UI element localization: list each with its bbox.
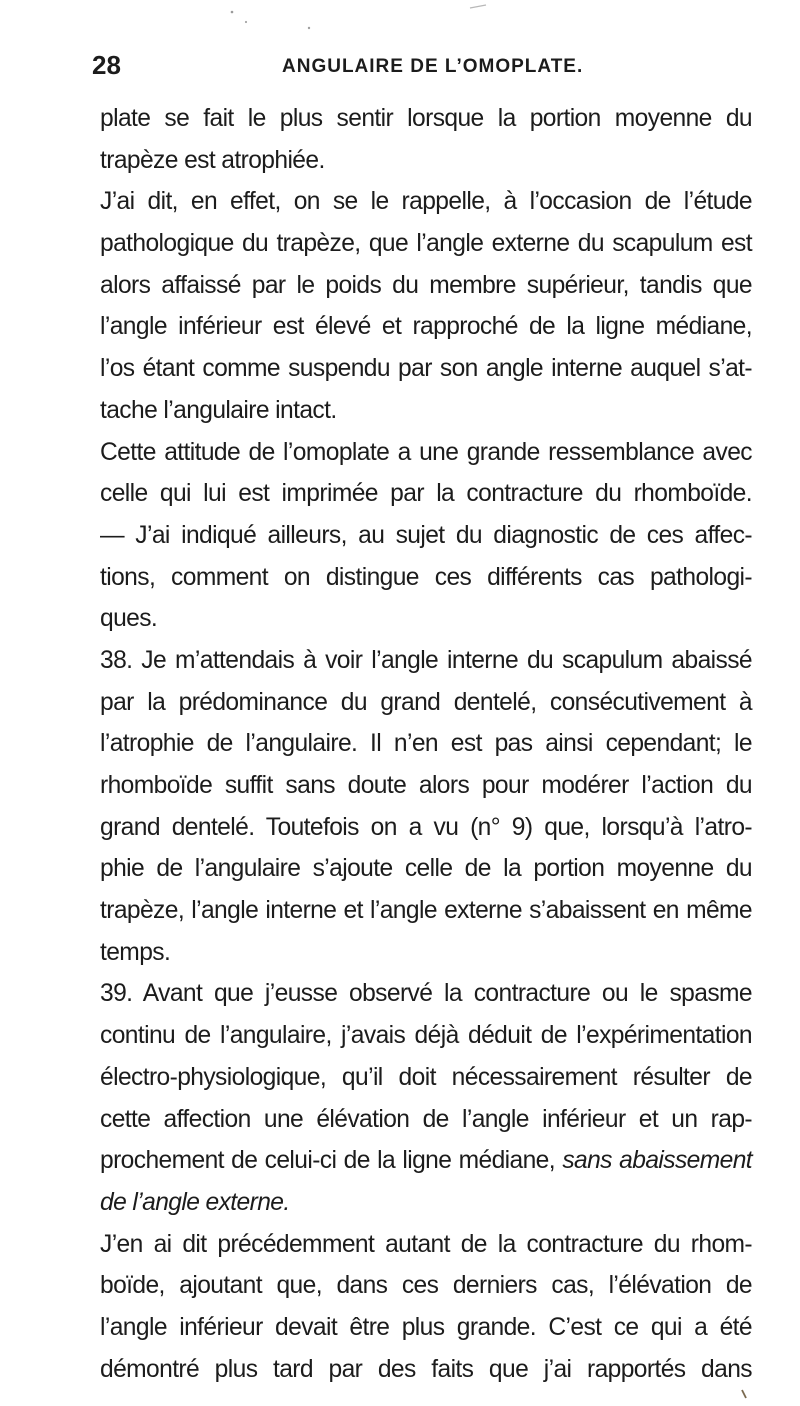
text-line: 39. Avant que j’eusse observé la contracture ou le spasme — [100, 980, 752, 1008]
text-line: démontré plus tard par des faits que j’ai rapportés dans — [100, 1355, 752, 1383]
text-line: par la prédominance du grand dentelé, consécutivement à — [100, 688, 752, 716]
text-line: plate se fait le plus sentir lorsque la portion moyenne du — [100, 105, 752, 132]
text-line: alors affaissé par le poids du membre supérieur, tandis que — [100, 271, 752, 299]
page-header — [92, 50, 752, 84]
text-fragment: prochement de celui-ci de la ligne médiane, — [100, 1147, 555, 1175]
text-line: J’en ai dit précédemment autant de la contracture du rhom- — [100, 1230, 752, 1258]
text-line: trapèze est atrophiée. — [100, 146, 325, 174]
ink-speck — [742, 1390, 746, 1398]
ink-speck — [231, 11, 234, 14]
text-line: l’os étant comme suspendu par son angle interne auquel s’at- — [100, 355, 752, 383]
text-line: cette affection une élévation de l’angle inférieur et un rap- — [100, 1105, 752, 1133]
text-line: électro-physiologique, qu’il doit nécessairement résulter de — [100, 1063, 752, 1091]
text-line: l’atrophie de l’angulaire. Il n’en est pas ainsi cependant; le — [100, 730, 752, 758]
text-line — [100, 1140, 752, 1182]
text-line: trapèze, l’angle interne et l’angle externe s’abaissent en même — [100, 897, 752, 925]
text-line: J’ai dit, en effet, on se le rappelle, à l’occasion de l’étude — [100, 188, 752, 216]
text-line: tache l’angulaire intact. — [100, 396, 337, 424]
running-title: ANGULAIRE DE L’OMOPLATE. — [282, 56, 584, 77]
ink-speck — [470, 5, 486, 8]
text-line: temps. — [100, 938, 171, 966]
text-line: celle qui lui est imprimée par la contracture du rhomboïde. — [100, 480, 752, 508]
page-number: 28 — [92, 50, 121, 80]
text-line: boïde, ajoutant que, dans ces derniers cas, l’élévation de — [100, 1272, 752, 1300]
text-line: Cette attitude de l’omoplate a une grande ressemblance avec — [100, 438, 752, 466]
text-line: pathologique du trapèze, que l’angle externe du scapulum est — [100, 230, 752, 258]
text-line: phie de l’angulaire s’ajoute celle de la portion moyenne du — [100, 855, 752, 883]
italic-phrase: sans abaissement — [562, 1147, 753, 1175]
text-line: l’angle inférieur devait être plus grande. C’est ce qui a été — [100, 1313, 752, 1341]
text-line: tions, comment on distingue ces différents cas pathologi- — [100, 563, 752, 591]
italic-phrase-continued: de l’angle externe. — [100, 1188, 290, 1216]
ink-speck — [308, 27, 310, 29]
text-line: grand dentelé. Toutefois on a vu (n° 9) que, lorsqu’à l’atro- — [100, 813, 752, 841]
text-line: ques. — [100, 605, 158, 633]
text-line: rhomboïde suffit sans doute alors pour modérer l’action du — [100, 772, 752, 799]
body-text — [100, 98, 752, 1390]
ink-speck — [245, 21, 247, 23]
text-line: — J’ai indiqué ailleurs, au sujet du diagnostic de ces affec- — [100, 521, 752, 549]
text-line: l’angle inférieur est élevé et rapproché de la ligne médiane, — [100, 313, 752, 341]
text-line — [100, 1182, 752, 1224]
text-line: continu de l’angulaire, j’avais déjà déduit de l’expérimentation — [100, 1022, 752, 1050]
text-line: 38. Je m’attendais à voir l’angle interne du scapulum abaissé — [100, 646, 752, 674]
